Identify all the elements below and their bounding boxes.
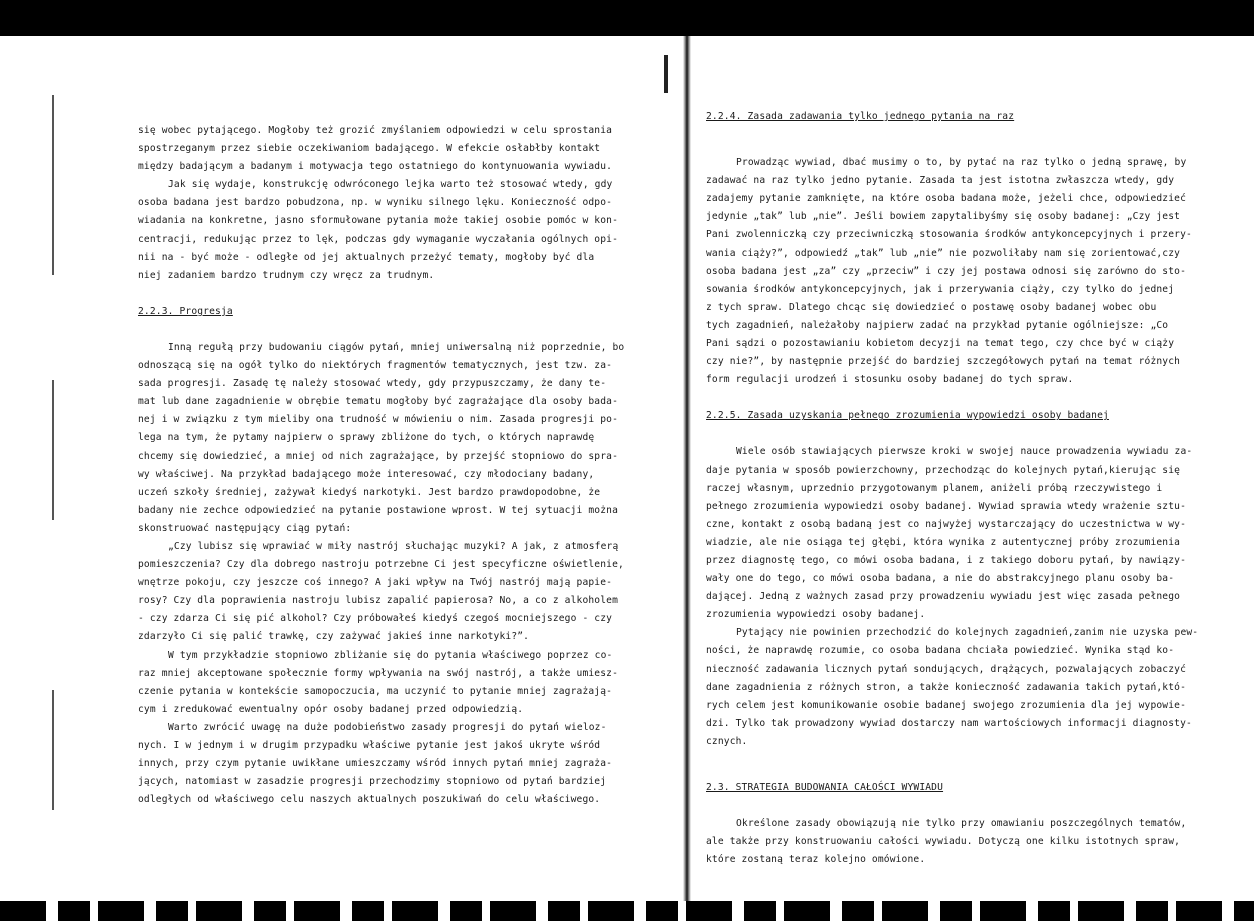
text-line: czenie pytania w kontekście samopoczucia, ma uczynić to pytanie mniej zagrażają- [138, 685, 613, 697]
text-line: centracji, redukując przez to lęk, podczas gdy wymaganie wyczałania ogólnych opi- [138, 233, 618, 245]
text-line: dzi. Tylko tak prowadzony wywiad dostarczy nam wartościowych informacji diagnosty- [706, 717, 1192, 729]
text-line: Pytający nie powinien przechodzić do kolejnych zagadnień,zanim nie uzyska pew- [736, 627, 1199, 639]
text-line: wania ciąży?”, odpowiedź „tak” lub „nie” nie pozwoliłaby nam się zorientować,czy [706, 247, 1181, 259]
text-line: wiadania na konkretne, jasno sformułowane pytania może takiej osobie pomóc w kon- [138, 215, 618, 227]
left-paragraph-4 [138, 647, 648, 719]
margin-mark [52, 380, 54, 520]
text-line: innych, przy czym pytanie uwikłane umieszczamy wśród innych pytań mniej zagraża- [138, 758, 613, 770]
text-line: Wiele osób stawiających pierwsze kroki w swojej nauce prowadzenia wywiadu za- [736, 446, 1193, 458]
text-line: nieczność zadawania licznych pytań sondujących, drążących, pozwalających zobaczyć [706, 663, 1186, 675]
text-line: chcemy się dowiedzieć, a mniej od nich zagrażające, by przejść stopniowo do spra- [138, 450, 618, 462]
text-line: Jak się wydaje, konstrukcję odwróconego lejka warto też stosować wtedy, gdy [168, 179, 613, 191]
text-line: Prowadząc wywiad, dbać musimy o to, by pytać na raz tylko o jedną sprawę, by [736, 157, 1187, 169]
text-line: jedynie „tak” lub „nie”. Jeśli bowiem zapytalibyśmy się osoby badanej: „Czy jest [706, 211, 1181, 223]
margin-mark [52, 95, 54, 275]
text-line: dane zagadnienia z różnych stron, a także konieczność zadawania takich pytań,któ- [706, 681, 1186, 693]
text-line: - czy zdarza Ci się pić alkohol? Czy próbowałeś kiedyś czegoś mocniejszego - czy [138, 613, 613, 625]
text-line: wały one do tego, co mówi osoba badana, a nie do abstrakcyjnego planu osoby ba- [706, 573, 1175, 585]
text-line: wy właściwej. Na przykład badającego może interesować, czy młodociany badany, [138, 468, 595, 480]
text-line: Inną regułą przy budowaniu ciągów pytań, mniej uniwersalną niż poprzednie, bo [168, 341, 625, 353]
text-line: między badającym a badanym i motywacja tego ostatniego do kontynuowania wywiadu. [138, 161, 613, 173]
book-gutter [683, 36, 691, 901]
text-line: z tych spraw. Dlatego chcąc się dowiedzieć o postawę osoby badanej wobec obu [706, 301, 1157, 313]
text-line: nych. I w jednym i w drugim przypadku właściwe pytanie jest jakoś ukryte wśród [138, 740, 601, 751]
text-line: Warto zwrócić uwagę na duże podobieństwo zasady progresji do pytań wieloz- [168, 721, 607, 733]
text-line: które zostaną teraz kolejno omówione. [706, 854, 926, 866]
text-line: niej zadaniem bardzo trudnym czy wręcz za trudnym. [138, 269, 435, 281]
section-heading-2-2-5: 2.2.5. Zasada uzyskania pełnego zrozumienia wypowiedzi osoby badanej [706, 410, 1109, 422]
text-line: Pani sądzi o pozostawianiu kobietom decyzji na temat tego, czy chce być w ciąży [706, 338, 1175, 350]
text-line: lega na tym, że pytamy najpierw o sprawy zbliżone do tych, o których naprawdę [138, 432, 595, 444]
text-line: osoba badana jest „za” czy „przeciw” i czy jej postawa odnosi się zarówno do sto- [706, 265, 1186, 277]
text-line: form regulacji urodzeń i stosunku osoby badanej do tych spraw. [706, 374, 1074, 386]
text-line: jących, natomiast w zasadzie progresji przechodzimy stopniowo od pytań bardziej [138, 776, 607, 788]
section-heading-2-3: 2.3. STRATEGIA BUDOWANIA CAŁOŚCI WYWIADU [706, 782, 944, 793]
text-line: osoba badana jest bardzo pobudzona, np. w wyniku silnego lęku. Konieczność odpo- [138, 197, 613, 209]
text-line: mat lub dane zagadnienie w obrębie tematu mogłoby być zagrażające dla osoby bada- [138, 396, 618, 408]
spine-mark [664, 55, 668, 93]
text-line: odnoszącą się na ogół tylko do niektórych fragmentów tematycznych, jest tzw. za- [138, 360, 613, 372]
text-line: nii na - być może - odległe od jej aktualnych przeżyć tematy, mogłoby być dla [138, 251, 595, 263]
text-line: wnętrze pokoju, czy jeszcze coś innego? A jaki wpływ na Twój nastrój mają papie- [138, 577, 613, 589]
left-page [138, 122, 648, 809]
right-paragraph-3 [706, 624, 1212, 751]
text-line: pomieszczenia? Czy dla dobrego nastroju potrzebne Ci jest specyficzne oświetlenie, [138, 559, 624, 571]
text-line: czne, kontakt z osobą badaną jest co najwyżej wystarczający do uczestnictwa w wy- [706, 518, 1186, 530]
text-line: ności, że naprawdę rozumie, co osoba badana chciała powiedzieć. Wynika stąd ko- [706, 645, 1175, 657]
text-line: „Czy lubisz się wprawiać w miły nastrój słuchając muzyki? A jak, z atmosferą [168, 540, 619, 552]
right-paragraph-4 [706, 815, 1212, 869]
quoted-question-sequence [138, 538, 648, 647]
text-line: czy nie?”, by następnie przejść do bardziej szczegółowych pytań na temat różnych [706, 356, 1181, 368]
left-paragraph-3 [138, 339, 648, 538]
text-line: rych celem jest komunikowanie osobie badanej swojego zrozumienia dla jej wypowie- [706, 699, 1186, 711]
right-paragraph-1 [706, 154, 1212, 389]
section-heading-2-2-4: 2.2.4. Zasada zadawania tylko jednego pytania na raz [706, 111, 1015, 122]
right-page [706, 108, 1212, 869]
text-line: daje pytania w sposób powierzchowny, przechodząc do kolejnych pytań,kierując się [706, 464, 1181, 476]
left-intro-paragraph [138, 122, 648, 176]
text-line: tych zagadnień, należałoby najpierw zadać na przykład pytanie ogólniejsze: „Co [706, 319, 1169, 331]
text-line: cym i zredukować ewentualny opór osoby badanej przed odpowiedzią. [138, 703, 524, 715]
margin-mark [52, 690, 54, 810]
text-line: raczej własnym, uprzednio przygotowanym planem, aniżeli próbą rzeczywistego i [706, 482, 1163, 494]
scanner-top-border [0, 0, 1254, 36]
text-line: uczeń szkoły średniej, zażywał kiedyś narkotyki. Jest bardzo prawdopodobne, że [138, 486, 601, 498]
text-line: Określone zasady obowiązują nie tylko przy omawianiu poszczególnych tematów, [736, 818, 1187, 830]
section-heading-progresja: 2.2.3. Progresja [138, 305, 233, 317]
text-line: badany nie zechce odpowiedzieć na pytanie postawione wprost. W tej sytuacji można [138, 504, 618, 516]
text-line: przez diagnostę tego, co mówi osoba badana, i z takiego doboru pytań, by nawiązy- [706, 554, 1186, 566]
left-paragraph-2 [138, 176, 648, 285]
text-line: sowania środków antykoncepcyjnych, jak i przerywania ciąży, czy tylko do jednej [706, 283, 1175, 295]
scanner-bottom-border [0, 901, 1254, 921]
right-paragraph-2 [706, 443, 1212, 624]
text-line: sada progresji. Zasadę tę należy stosować wtedy, gdy przypuszczamy, że dany te- [138, 378, 607, 390]
left-paragraph-5 [138, 719, 648, 809]
text-line: zdarzyło Ci się palić trawkę, czy zażywać jakieś inne narkotyki?”. [138, 631, 530, 643]
text-line: raz mniej akceptowane społecznie formy wpływania na swój nastrój, a także umiesz- [138, 667, 618, 679]
text-line: zadawać na raz tylko jedno pytanie. Zasada ta jest istotna zwłaszcza wtedy, gdy [706, 175, 1175, 187]
text-line: nej i w związku z tym mieliby ona trudność w mówieniu o nim. Zasada progresji po- [138, 414, 618, 426]
text-line: skonstruować następujący ciąg pytań: [138, 522, 352, 534]
text-line: zrozumienia wypowiedzi osoby badanej. [706, 609, 926, 621]
text-line: wiadzie, ale nie osiąga tej głębi, która wynika z autentycznej próby zrozumienia [706, 536, 1181, 548]
text-line: rosy? Czy dla poprawienia nastroju lubisz zapalić papierosa? No, a co z alkoholem [138, 595, 618, 607]
text-line: Pani zwolenniczką czy przeciwniczką stosowania środków antykoncepcyjnych i przery- [706, 229, 1192, 241]
text-line: dającej. Jedną z ważnych zasad przy prowadzeniu wywiadu jest więc zasada pełnego [706, 591, 1181, 603]
text-line: W tym przykładzie stopniowo zbliżanie się do pytania właściwego poprzez co- [168, 649, 613, 661]
text-line: odległych od właściwego celu naszych aktualnych poszukiwań do celu właściwego. [138, 794, 601, 806]
text-line: się wobec pytającego. Mogłoby też grozić zmyślaniem odpowiedzi w celu sprostania [138, 125, 613, 136]
text-line: pełnego zrozumienia wypowiedzi osoby badanej. Wywiad sprawia wtedy wrażenie sztu- [706, 500, 1186, 512]
text-line: ale także przy konstruowaniu całości wywiadu. Dotyczą one kilku istotnych spraw, [706, 836, 1181, 848]
text-line: spostrzeganym przez siebie oczekiwaniom badającego. W efekcie osłabłby kontakt [138, 143, 601, 155]
text-line: cznych. [706, 735, 748, 747]
text-line: zadajemy pytanie zamknięte, na które osoba badana może, jeżeli chce, odpowiedzieć [706, 193, 1186, 205]
